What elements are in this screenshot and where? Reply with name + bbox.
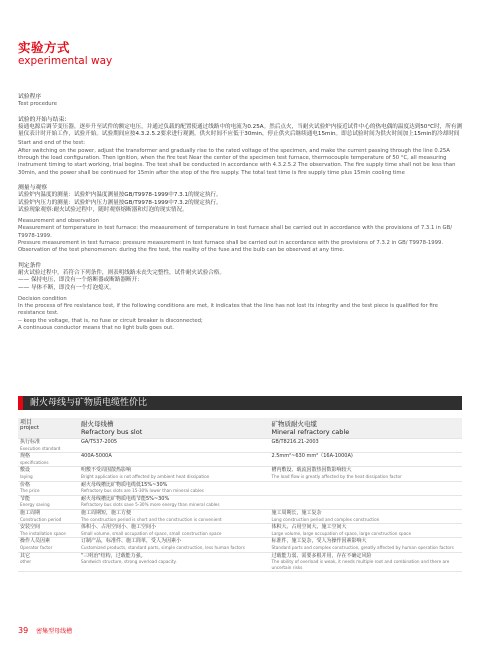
cell-text-cn: 2.5mm²~630 mm²（16A-1000A) (271, 453, 353, 460)
table-row (18, 509, 462, 523)
table-cell (18, 467, 79, 481)
section-body-en: Measurement of temperature in test furnace: the measurement of temperature in test furnace shall be carried out in accordance with the provisions of 7.3.1 in GB/ T9978-1999. Pressure measurement in test furnace: pressure measurement in test furnace shall be carried out in accordance with the provisions of 7.3.2 in GB/ T9978-1999. Observation of the test phenomenon: during the fire test, the reality of the fuse and the bulb can be observed at any time. (18, 225, 453, 254)
section-line-cn: 试验炉内温度的测量：试验炉内温度测量按GB/T9978-1999中7.3.1的规定执行。 (18, 192, 222, 199)
section-heading: 判定条件 (18, 262, 42, 269)
section-line-cn: —— 导体不断，即没有一个灯泡熄灭。 (18, 284, 115, 291)
cell-text-cn: 400A-5000A (80, 453, 112, 460)
cell-text-cn: "三明治"结构，过载能力强。 (80, 552, 146, 559)
procedure-heading-block (18, 94, 464, 109)
header-cn: 项目 (20, 419, 33, 426)
cell-text-cn: 规格 (20, 453, 31, 460)
cell-text-en: other (20, 559, 32, 565)
measurement-block (18, 185, 464, 255)
cell-text-cn: 订制产品，标准件、施工简单，受人为因素小 (80, 538, 181, 545)
table-cell (18, 552, 79, 572)
cell-text-en: Refractory bus slots are 15-30% lower than mineral cables (80, 488, 204, 494)
cell-text-en: Sandwich structure, strong overload capacity. (80, 559, 177, 565)
section-heading-en: Start and end of the test: (18, 140, 86, 147)
table-row (18, 453, 462, 467)
section-heading: 测量与观察 (18, 184, 47, 191)
table-cell (269, 509, 462, 523)
banner-title: 耐火母线与矿物质电缆性价比 (30, 398, 148, 408)
cell-text-cn: 执行标准 (20, 439, 41, 445)
cell-text-cn: 操作人员因素 (20, 538, 51, 545)
table-cell (269, 538, 462, 552)
table-cell (18, 509, 79, 523)
cell-text-en: Standard parts and complex construction, greatly affected by human operation factors (271, 544, 454, 550)
page-number: 39 (18, 626, 29, 635)
table-cell (18, 481, 79, 495)
footer-label: 密集型母线槽 (36, 628, 73, 635)
accent-bar (18, 396, 23, 410)
cell-text-en: Long construction period and complex construction (271, 516, 380, 522)
table-cell (18, 439, 79, 453)
header-en: project (20, 424, 40, 431)
cell-text-cn: 明敷不受周围散热影响 (80, 467, 131, 474)
cell-text-en: Small volume, small occupation of space, small construction space (80, 530, 222, 536)
cell-text-en: The construction period is short and the construction is convenient (80, 516, 222, 522)
cell-text-cn: 施工周期短，施工方便 (80, 509, 131, 516)
cell-text-en: Refractory bus slots save 5-30% more energy than mineral cables (80, 502, 220, 508)
cell-text-cn: 过载能力弱、需要多根并用，存在不确定风险 (271, 552, 372, 559)
section-line-cn: 试验炉内压力的测量：试验炉内压力测量按GB/T9978-1999中7.3.2的规定执行。 (18, 199, 222, 206)
cell-text-cn: 标准件，施工复杂，受人为操作因素影响大 (271, 538, 367, 545)
comparison-banner (18, 396, 462, 410)
cell-text-en: The load flow is greatly affected by the heat dissipation factor (271, 473, 402, 479)
cell-text-cn: 槽内敷设、载流因散热因数影响较大 (271, 467, 352, 474)
table-cell (18, 524, 79, 538)
table-row (18, 495, 462, 509)
cell-text-cn: 敷设 (20, 467, 31, 474)
header-bus-slot (79, 418, 270, 439)
cell-text-cn: 施工周期 (20, 509, 41, 516)
table-cell (18, 495, 79, 509)
decision-block (18, 263, 464, 333)
table-cell (79, 552, 270, 572)
section-body-cn: 接通电源后调节变压器，逐步升至试件的额定电压，并通过负载的配置使通过线路中的电流为0.25A。然后点火，当耐火试验炉内接近试件中心的热电偶的温度达到50°C时，所有测量仪表计时开始工作，试验开始。试验期间应按4.3.2.5.2要求进行观测。供火时间不应低于30min，停止供火后继续通电15min。即总试验时间为供火时间加上15min的冷却时间 (18, 123, 463, 138)
table-cell (79, 524, 270, 538)
section-line-cn: 耐火试验过程中，若符合下列条件，则表明线路未丧失完整性，试件耐火试验合格。 (18, 269, 225, 276)
section-body-en: After switching on the power, adjust the transformer and gradually rise to the rated voltage of the specimen, and make the current passing through the line 0.25A through the load configuration. Then ignition, when the fire test Near the center of the specimen test furnace, thermocouple temperature of 50 °C, all measuring instrument timing to start working, trial begins. The test shall be conducted in accordance with 4.3.2.5.2 The observation. The fire supply time shall not be less than 30min, and the power shall be continued for 15min after the stop of the fire supply. The total test time is fire supply time plus 15min cooling time (18, 147, 456, 176)
table-cell (269, 481, 462, 495)
page-title: 实验方式 (18, 40, 71, 55)
section-body-en: In the process of fire resistance test, if the following conditions are met, it indicates that the line has not lost its integrity and the test piece is qualified for fire resistance test. -- keep the voltage, that is, no fuse or circuit breaker is disconnected; A continuous conductor means that no light bulb goes out. (18, 303, 438, 332)
cell-text-en: The ability of overload is weak, it needs multiple root and combination and there are uncertain risks (271, 559, 450, 570)
table-cell (269, 439, 462, 453)
cell-text-en: Operator factor (20, 544, 53, 550)
section-heading-en: Test procedure (18, 101, 57, 108)
cell-text-cn: 价格 (20, 481, 31, 488)
cell-text-cn: 施工周期长，施工复杂 (271, 509, 322, 516)
page-footer (18, 626, 72, 635)
cell-text-cn: 耐火母线槽比矿物质电缆节能5%~30% (80, 495, 170, 502)
table-row (18, 552, 462, 572)
table-cell (269, 467, 462, 481)
table-cell (79, 453, 270, 467)
cell-text-en: Execution standard (20, 445, 61, 451)
table-row (18, 524, 462, 538)
table-header-row (18, 418, 462, 439)
comparison-table (18, 418, 462, 572)
page-subtitle: experimental way (18, 55, 113, 67)
table-row (18, 481, 462, 495)
table-cell (79, 439, 270, 453)
cell-text-cn: 其它 (20, 552, 31, 559)
table-row (18, 538, 462, 552)
cell-text-cn: GA/T537-2005 (80, 439, 118, 445)
table-cell (269, 453, 462, 467)
cell-text-en: The installation space (20, 530, 66, 536)
section-heading: 试验的开始与结束: (18, 116, 67, 123)
section-line-cn: —— 保持电压，即没有一个熔断器或断路器断开： (18, 277, 143, 284)
cell-text-en: specifications (20, 459, 49, 465)
table-cell (269, 524, 462, 538)
cell-text-en: Bright application is not affected by ambient heat dissipation (80, 473, 210, 479)
cell-text-en: Energy saving (20, 502, 50, 508)
cell-text-cn: 体积大、占用空间大、施工空间大 (271, 524, 347, 531)
table-cell (269, 495, 462, 509)
cell-text-en: Customized products, standard parts, simple construction, less human factors (80, 544, 245, 550)
cell-text-en: The price (20, 488, 40, 494)
cell-text-cn: 体积小、占用空间小、施工空间小 (80, 524, 156, 531)
table-cell (79, 481, 270, 495)
table-cell (79, 495, 270, 509)
cell-text-cn: 耐火母线槽比矿物质电缆低15%~30% (80, 481, 168, 488)
cell-text-en: Construction period (20, 516, 62, 522)
header-project (18, 418, 79, 439)
cell-text-cn: GB/T8216.21-2003 (271, 439, 319, 445)
header-mineral-cable (269, 418, 462, 439)
section-heading: 试验程序 (18, 94, 42, 100)
table-cell (79, 467, 270, 481)
table-cell (18, 538, 79, 552)
cell-text-en: laying (20, 473, 33, 479)
table-cell (18, 453, 79, 467)
section-heading-en: Decision condition (18, 295, 67, 302)
table-row (18, 467, 462, 481)
cell-text-cn: 安装空间 (20, 524, 41, 531)
table-cell (79, 538, 270, 552)
header-cn: 矿物质耐火电缆 (271, 420, 317, 428)
section-line-cn: 试验现象观察:耐火试验过程中，随时观察熔断器和灯泡的现实情况。 (18, 206, 188, 213)
section-heading-en: Measurement and observation (18, 218, 100, 225)
table-cell (269, 552, 462, 572)
table-row (18, 439, 462, 453)
test-procedure-content (18, 94, 464, 340)
header-en: Mineral refractory cable (271, 428, 350, 436)
table-cell (79, 509, 270, 523)
cell-text-en: Large volume, large occupation of space, large construction space (271, 530, 412, 536)
header-en: Refractory bus slot (80, 428, 143, 436)
start-end-block (18, 117, 464, 177)
cell-text-cn: 节能 (20, 495, 31, 502)
header-cn: 耐火母线槽 (80, 420, 114, 428)
